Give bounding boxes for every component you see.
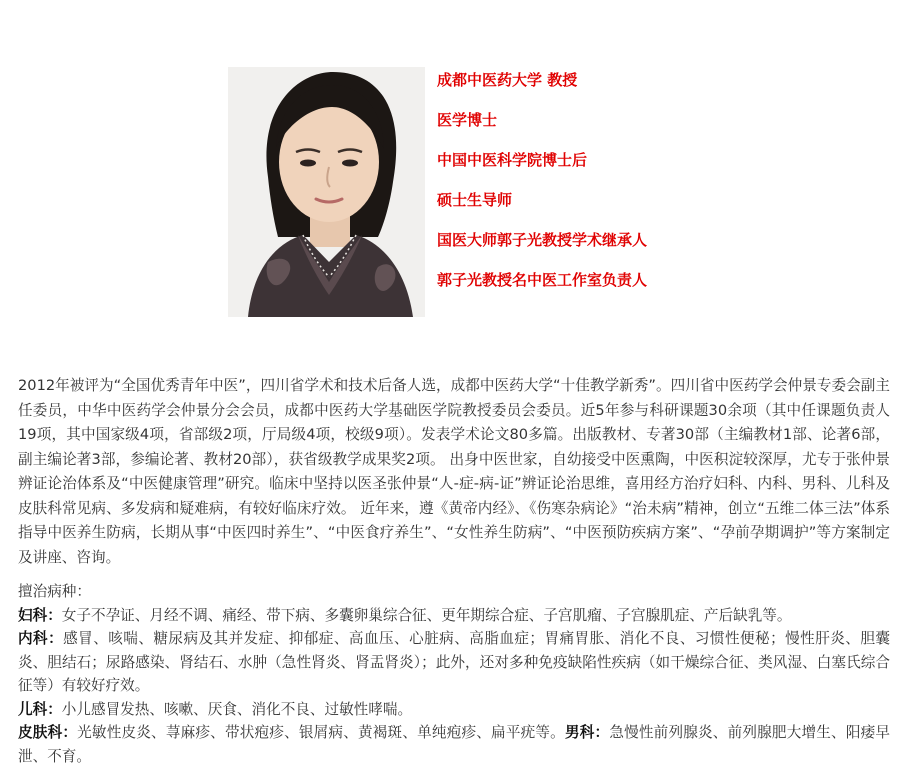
specialty-text: 光敏性皮炎、荨麻疹、带状疱疹、银屑病、黄褐斑、单纯疱疹、扁平疣等。 (77, 724, 565, 741)
specialty-pediatrics (18, 698, 890, 722)
specialty-internal-medicine (18, 627, 890, 698)
specialty-text: 感冒、咳喘、糖尿病及其并发症、抑郁症、高血压、心脏病、高脂血症；胃痛胃胀、消化不良、习惯性便秘；慢性肝炎、胆囊炎、胆结石；尿路感染、肾结石、水肿（急性肾炎、肾盂肾炎）；此外，还对多种免疫缺陷性疾病（如干燥综合征、类风湿、白塞氏综合征等）有较好疗效。 (18, 630, 890, 694)
doctor-portrait (228, 67, 425, 317)
specialties-heading: 擅治病种： (18, 583, 91, 600)
biography-paragraph: 2012年被评为“全国优秀青年中医”，四川省学术和技术后备人选，成都中医药大学“十佳教学新秀”。四川省中医药学会仲景专委会副主任委员，中华中医药学会仲景分会会员，成都中医药大学基础医学院教授委员会委员。近5年参与科研课题30余项（其中任课题负责人19项，其中国家级4项，省部级2项，厅局级4项，校级9项）。发表学术论文80多篇。出版教材、专著30部（主编教材1部、论著6部，副主编论著3部，参编论著、教材20部），获省级教学成果奖2项。 出身中医世家，自幼接受中医熏陶，中医积淀较深厚，尤专于张仲景辨证论治体系及“中医健康管理”研究。临床中坚持以医圣张仲景“人-症-病-证”辨证论治思维，喜用经方治疗妇科、内科、男科、儿科及皮肤科常见病、多发病和疑难病，有较好临床疗效。 近年来，遵《黄帝内经》、《伤寒杂病论》“治未病”精神，创立“五维二体三法”体系指导中医养生防病，长期从事“中医四时养生”、“中医食疗养生”、“女性养生防病”、“中医预防疾病方案”、“孕前孕期调护”等方案制定及讲座、咨询。 (18, 377, 890, 566)
credential-postdoc: 中国中医科学院博士后 (437, 151, 588, 169)
specialty-text: 女子不孕证、月经不调、痛经、带下病、多囊卵巢综合征、更年期综合症、子宫肌瘤、子宫腺肌症、产后缺乳等。 (61, 606, 792, 624)
specialty-text: 小儿感冒发热、咳嗽、厌食、消化不良、过敏性哮喘。 (61, 700, 413, 718)
credentials-list (437, 70, 647, 310)
credential-professor: 成都中医药大学 教授 (437, 71, 578, 89)
credential-studio-director: 郭子光教授名中医工作室负责人 (437, 271, 648, 289)
specialty-dermatology-andrology (18, 721, 890, 764)
specialties-section (18, 580, 890, 764)
specialty-gynecology (18, 604, 890, 628)
credential-academic-successor: 国医大师郭子光教授学术继承人 (437, 231, 648, 249)
specialty-label: 妇科： (18, 606, 62, 624)
specialty-text: 急慢性前列腺炎、前列腺肥大增生、阳痿早泄、不育。 (18, 724, 890, 764)
credential-supervisor: 硕士生导师 (437, 191, 513, 209)
specialty-label: 内科： (18, 630, 64, 647)
specialty-label: 皮肤科： (18, 724, 78, 741)
credential-md-phd: 医学博士 (437, 111, 498, 129)
specialty-label: 男科： (564, 724, 610, 741)
specialty-label: 儿科： (18, 700, 62, 718)
